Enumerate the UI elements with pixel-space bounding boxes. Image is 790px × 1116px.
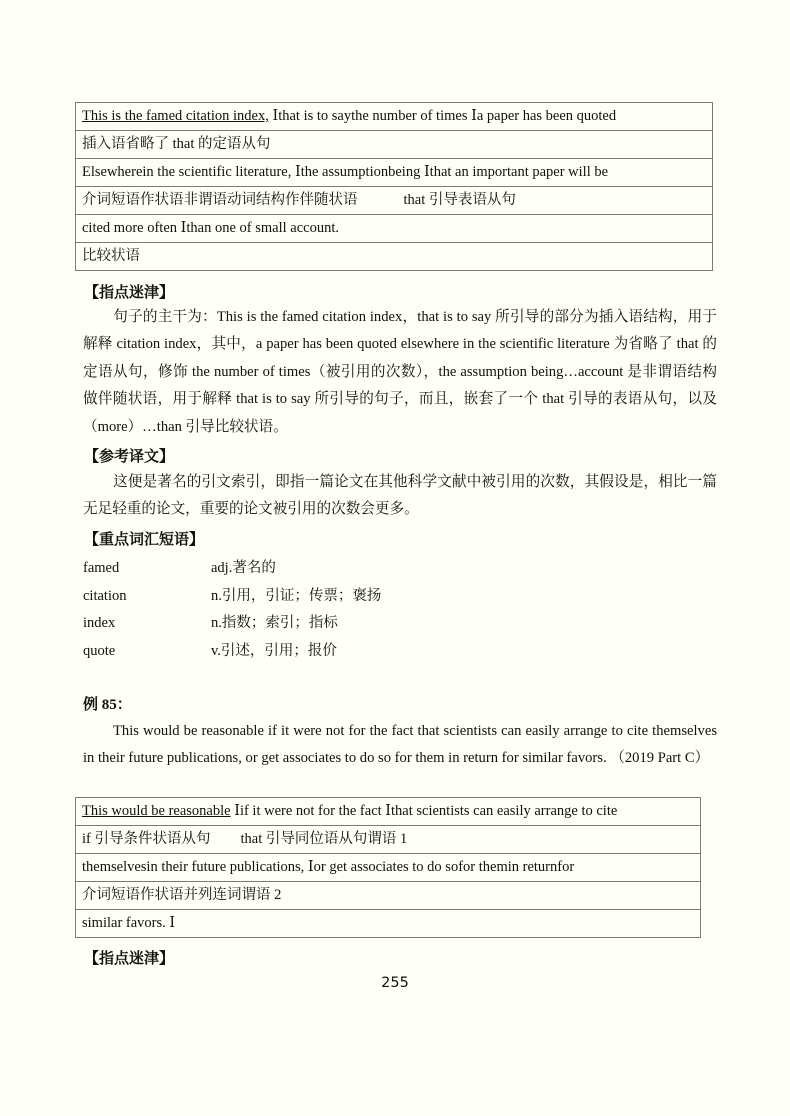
table-row: similar favors. Ⅰ [76, 910, 701, 938]
table-row: Elsewherein the scientific literature, Ⅰthe assumptionbeing Ⅰthat an important paper will be [76, 159, 713, 187]
table-row: cited more often Ⅰthan one of small account. [76, 215, 713, 243]
sentence-table-2 [75, 797, 701, 938]
table-row: 介词短语作状语非谓语动词结构作伴随状语 that 引导表语从句 [76, 187, 713, 215]
vocab-item: citation n.引用，引证；传票；褒扬 [83, 588, 382, 604]
vocab-item: index n.指数；索引；指标 [83, 615, 338, 631]
underlined-main-clause: This would be reasonable [82, 803, 231, 819]
vocab-heading: 【重点词汇短语】 [84, 532, 205, 548]
page-number: 255 [381, 975, 409, 991]
table-row: themselvesin their future publications, Ⅰor get associates to do sofor themin returnfor [76, 854, 701, 882]
analysis-heading-2: 【指点迷津】 [84, 951, 175, 967]
vocab-item: quote v.引述，引用；报价 [83, 643, 337, 659]
analysis-heading: 【指点迷津】 [84, 285, 175, 301]
sentence-table-1 [75, 102, 713, 271]
table-row: This would be reasonable Ⅰif it were not for the fact Ⅰthat scientists can easily arrange to cite [76, 798, 701, 826]
translation-heading: 【参考译文】 [84, 449, 175, 465]
table-row: 介词短语作状语并列连词谓语 2 [76, 882, 701, 910]
table-row: 插入语省略了 that 的定语从句 [76, 131, 713, 159]
analysis-paragraph: 句子的主干为：This is the famed citation index，that is to say 所引导的部分为插入语结构，用于解释 citation index，其中，a paper has been quoted elsewhere in the scientific literature 为省略了 that 的定语从句，修饰 the number of times（被引用的次数），the assumption being…account 是非谓语结构做伴随状语，用于解释 that is to say 所引导的句子，而且，嵌套了一个 that 引导的表语从句，以及（more）…than 引导比较状语。 [83, 309, 717, 435]
vocab-item: famed adj.著名的 [83, 560, 276, 576]
table-row: 比较状语 [76, 243, 713, 271]
table-row: This is the famed citation index, Ⅰthat is to saythe number of times Ⅰa paper has been quoted [76, 103, 713, 131]
example-heading: 例 85： [83, 697, 132, 713]
example-paragraph: This would be reasonable if it were not for the fact that scientists can easily arrange to cite themselves in their future publications, or get associates to do so for them in return for similar favors. （2019 Part C） [83, 723, 717, 767]
translation-paragraph: 这便是著名的引文索引，即指一篇论文在其他科学文献中被引用的次数，其假设是，相比一篇无足轻重的论文，重要的论文被引用的次数会更多。 [83, 474, 717, 518]
table-row: if 引导条件状语从句 that 引导同位语从句谓语 1 [76, 826, 701, 854]
underlined-main-clause: This is the famed citation index, [82, 108, 269, 124]
